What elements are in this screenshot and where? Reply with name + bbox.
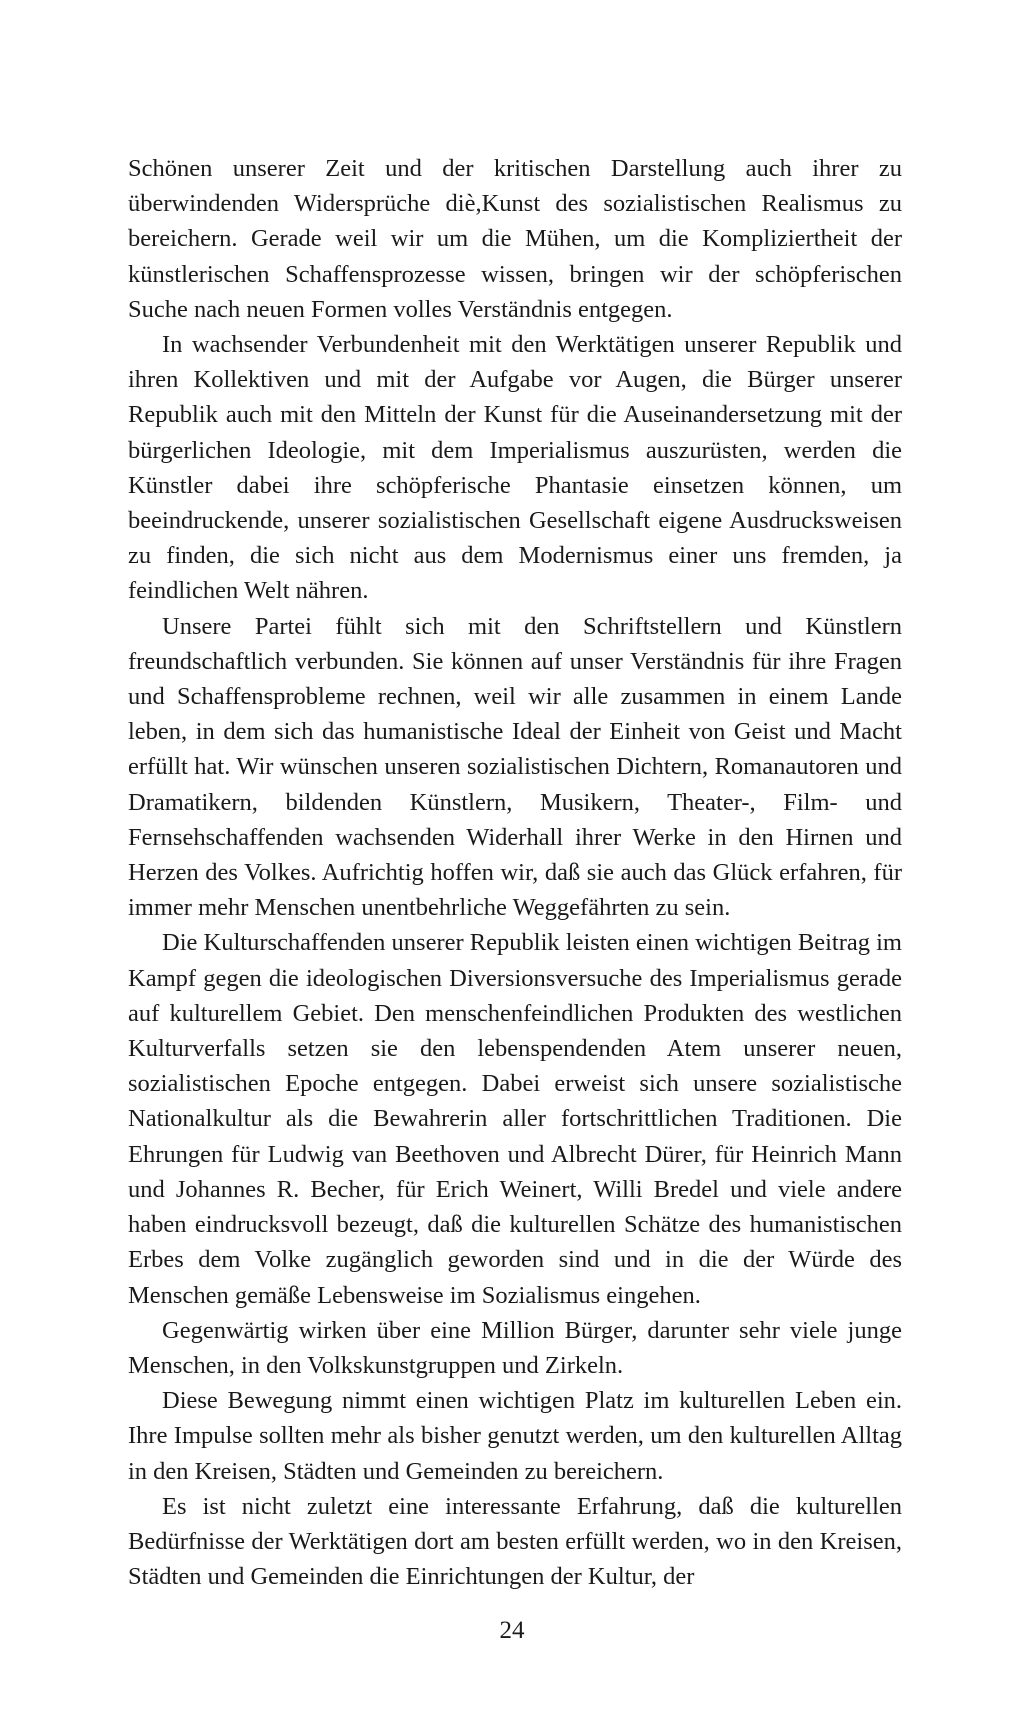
body-text bbox=[128, 151, 902, 1594]
paragraph-4: Die Kulturschaffenden unserer Republik leisten einen wichtigen Beitrag im Kampf gegen die ideologischen Diversionsversuche des Imperialismus gerade auf kulturellem Gebiet. Den menschenfeindlichen Produkten des westlichen Kulturverfalls setzen sie den lebenspendenden Atem unserer neuen, sozialistischen Epoche entgegen. Dabei erweist sich unsere sozialistische Nationalkultur als die Bewahrerin aller fortschrittlichen Traditionen. Die Ehrungen für Ludwig van Beethoven und Albrecht Dürer, für Heinrich Mann und Johannes R. Becher, für Erich Weinert, Willi Bredel und viele andere haben eindrucksvoll bezeugt, daß die kulturellen Schätze des humanistischen Erbes dem Volke zugänglich geworden sind und in die der Würde des Menschen gemäße Lebensweise im Sozialismus eingehen. bbox=[128, 929, 902, 1309]
paragraph-7: Es ist nicht zuletzt eine interessante Erfahrung, daß die kulturellen Bedürfnisse der Werktätigen dort am besten erfüllt werden, wo in den Kreisen, Städten und Gemeinden die Einrichtungen der Kultur, der bbox=[128, 1492, 902, 1591]
page-number: 24 bbox=[499, 1617, 525, 1644]
paragraph-5: Gegenwärtig wirken über eine Million Bürger, darunter sehr viele junge Menschen, in den Volkskunstgruppen und Zirkeln. bbox=[128, 1316, 902, 1379]
paragraph-1: Schönen unserer Zeit und der kritischen Darstellung auch ihrer zu überwindenden Widersprüche diè,Kunst des sozialistischen Realismus zu bereichern. Gerade weil wir um die Mühen, um die Kompliziertheit der künstlerischen Schaffensprozesse wissen, bringen wir der schöpferischen Suche nach neuen Formen volles Verständnis entgegen. bbox=[128, 155, 902, 323]
paragraph-2: In wachsender Verbundenheit mit den Werktätigen unserer Republik und ihren Kollektiven und mit der Aufgabe vor Augen, die Bürger unserer Republik auch mit den Mitteln der Kunst für die Auseinandersetzung mit der bürgerlichen Ideologie, mit dem Imperialismus auszurüsten, werden die Künstler dabei ihre schöpferische Phantasie einsetzen können, um beeindruckende, unserer sozialistischen Gesellschaft eigene Ausdrucksweisen zu finden, die sich nicht aus dem Modernismus einer uns fremden, ja feindlichen Welt nähren. bbox=[128, 331, 902, 605]
paragraph-6: Diese Bewegung nimmt einen wichtigen Platz im kulturellen Leben ein. Ihre Impulse sollten mehr als bisher genutzt werden, um den kulturellen Alltag in den Kreisen, Städten und Gemeinden zu bereichern. bbox=[128, 1387, 902, 1485]
paragraph-3: Unsere Partei fühlt sich mit den Schriftstellern und Künstlern freundschaftlich verbunden. Sie können auf unser Verständnis für ihre Fragen und Schaffensprobleme rechnen, weil wir alle zusammen in einem Lande leben, in dem sich das humanistische Ideal der Einheit von Geist und Macht erfüllt hat. Wir wünschen unseren sozialistischen Dichtern, Romanautoren und Dramatikern, bildenden Künstlern, Musikern, Theater-, Film- und Fernsehschaffenden wachsenden Widerhall ihrer Werke in den Hirnen und Herzen des Volkes. Aufrichtig hoffen wir, daß sie auch das Glück erfahren, für immer mehr Menschen unentbehrliche Weggefährten zu sein. bbox=[128, 612, 902, 922]
